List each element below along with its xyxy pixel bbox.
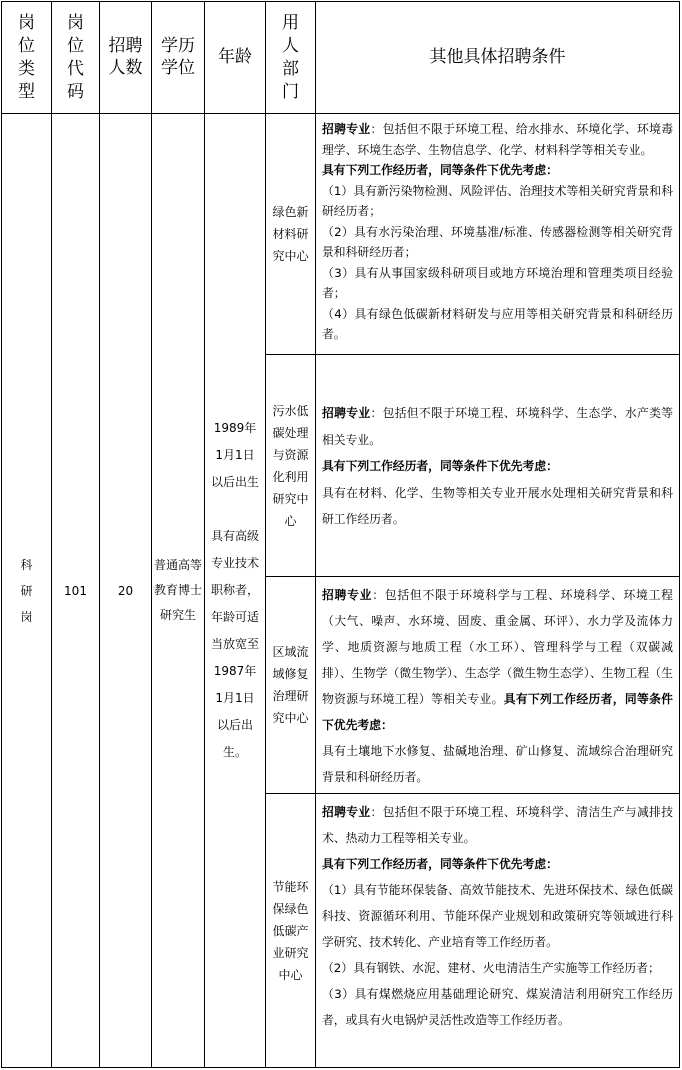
table-row: [2, 114, 680, 355]
department-cell: 污水低碳处理与资源化利用研究中心: [266, 355, 316, 577]
header-post-code: 岗位代码: [52, 2, 100, 114]
header-age: 年龄: [205, 2, 266, 114]
age-birth-limit: 1989年1月1日以后出生: [210, 421, 259, 489]
conditions-cell: 招聘专业：包括但不限于环境工程、环境科学、生态学、水产类等相关专业。 具有下列工作经历者，同等条件下优先考虑： 具有在材料、化学、生物等相关专业开展水处理相关研究背景和科研工作经历者。: [316, 355, 680, 577]
department-cell: 区域流域修复治理研究中心: [266, 577, 316, 794]
post-type-cell: 科研岗: [2, 114, 52, 1068]
conditions-cell: 招聘专业：包括但不限于环境工程、给水排水、环境化学、环境毒理学、环境生态学、生物信息学、化学、材料科学等相关专业。 具有下列工作经历者，同等条件下优先考虑： （1）具有新污染物检测、风险评估、治理技术等相关研究背景和科研经历者； （2）具有水污染治理、环境基准/标准、传感器检测等相关研究背景和科研经历者； （3）具有从事国家级科研项目或地方环境治理和管理类项目经验者； （4）具有绿色低碳新材料研发与应用等相关研究背景和科研经历者。: [316, 114, 680, 355]
recruitment-table: [1, 1, 680, 1068]
age-relaxation: 具有高级专业技术职称者，年龄可适当放宽至1987年1月1日以后出生。: [210, 529, 259, 759]
conditions-cell: 招聘专业：包括但不限于环境工程、环境科学、清洁生产与减排技术、热动力工程等相关专业。 具有下列工作经历者，同等条件下优先考虑： （1）具有节能环保装备、高效节能技术、先进环保技术、绿色低碳科技、资源循环利用、节能环保产业规划和政策研究等领域进行科学研究、技术转化、产业培育等工作经历者。 （2）具有钢铁、水泥、建材、火电清洁生产实施等工作经历者； （3）具有煤燃烧应用基础理论研究、煤炭清洁利用研究工作经历者，或具有火电锅炉灵活性改造等工作经历者。: [316, 794, 680, 1068]
header-department: 用人部门: [266, 2, 316, 114]
department-cell: 绿色新材料研究中心: [266, 114, 316, 355]
department-cell: 节能环保绿色低碳产业研究中心: [266, 794, 316, 1068]
conditions-cell: 招聘专业：包括但不限于环境科学与工程、环境科学、环境工程（大气、噪声、水环境、固废、重金属、环评）、水力学及流体力学、地质资源与地质工程（水工环）、管理科学与工程（双碳减排）、生物学（微生物学）、生态学（微生物生态学）、生物工程（生物资源与环境工程）等相关专业。具有下列工作经历者，同等条件下优先考虑： 具有土壤地下水修复、盐碱地治理、矿山修复、流域综合治理研究背景和科研经历者。: [316, 577, 680, 794]
header-post-type: 岗位类型: [2, 2, 52, 114]
count-cell: 20: [100, 114, 152, 1068]
header-education: 学历学位: [152, 2, 205, 114]
education-cell: 普通高等教育博士研究生: [152, 114, 205, 1068]
post-code-cell: 101: [52, 114, 100, 1068]
age-cell: [205, 114, 266, 1068]
header-count: 招聘人数: [100, 2, 152, 114]
header-conditions: 其他具体招聘条件: [316, 2, 680, 114]
header-row: [2, 2, 680, 114]
